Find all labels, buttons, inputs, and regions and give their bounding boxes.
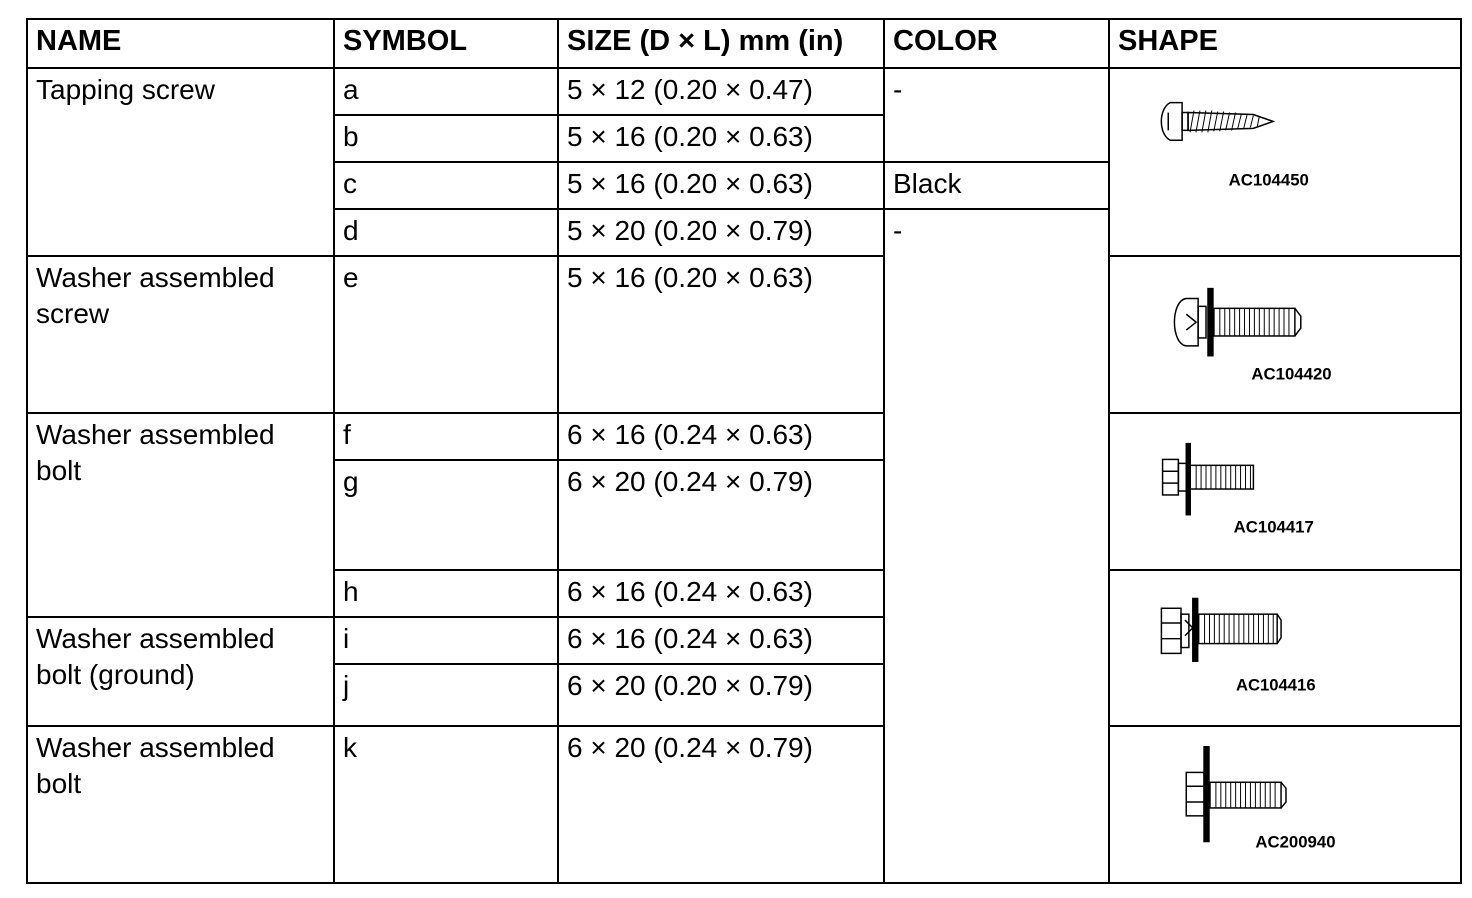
symbol-cell: i [334,617,558,664]
size-cell: 5 × 16 (0.20 × 0.63) [558,256,884,413]
size-cell: 6 × 20 (0.24 × 0.79) [558,726,884,883]
header-row [27,19,1461,68]
table-row [27,413,1461,460]
size-cell: 6 × 20 (0.20 × 0.79) [558,664,884,726]
symbol-cell: g [334,460,558,570]
symbol-cell: c [334,162,558,209]
part-code-label: AC200940 [1255,832,1336,852]
table-row [27,256,1461,413]
fastener-table-container [26,18,1460,884]
name-cell: Washer assembled bolt [27,413,334,617]
color-cell: - [884,209,1109,883]
name-cell: Tapping screw [27,68,334,256]
shape-cell [1109,68,1461,256]
part-code-label: AC104450 [1228,170,1309,190]
header-shape: SHAPE [1109,19,1461,68]
header-color: COLOR [884,19,1109,68]
name-cell: Washer assembled screw [27,256,334,413]
symbol-cell: a [334,68,558,115]
size-cell: 5 × 16 (0.20 × 0.63) [558,162,884,209]
header-name: NAME [27,19,334,68]
size-cell: 5 × 20 (0.20 × 0.79) [558,209,884,256]
size-cell: 6 × 16 (0.24 × 0.63) [558,617,884,664]
shape-cell [1109,413,1461,570]
part-code-label: AC104420 [1251,364,1332,384]
symbol-cell: j [334,664,558,726]
fastener-table [26,18,1462,884]
color-cell: Black [884,162,1109,209]
part-code-label: AC104417 [1233,517,1314,537]
washer-bolt-icon [1110,414,1460,569]
color-cell: - [884,68,1109,162]
symbol-cell: k [334,726,558,883]
size-cell: 6 × 16 (0.24 × 0.63) [558,570,884,617]
shape-cell [1109,256,1461,413]
symbol-cell: d [334,209,558,256]
shape-cell [1109,726,1461,883]
size-cell: 6 × 16 (0.24 × 0.63) [558,413,884,460]
symbol-cell: f [334,413,558,460]
symbol-cell: e [334,256,558,413]
table-row [27,68,1461,115]
name-cell: Washer assembled bolt [27,726,334,883]
washer-bolt-ground-icon [1110,571,1460,725]
size-cell: 5 × 16 (0.20 × 0.63) [558,115,884,162]
size-cell: 5 × 12 (0.20 × 0.47) [558,68,884,115]
symbol-cell: h [334,570,558,617]
symbol-cell: b [334,115,558,162]
washer-bolt-large-icon [1110,727,1460,882]
washer-screw-icon [1110,257,1460,412]
size-cell: 6 × 20 (0.24 × 0.79) [558,460,884,570]
header-symbol: SYMBOL [334,19,558,68]
table-row [27,726,1461,883]
name-cell: Washer assembled bolt (ground) [27,617,334,726]
tapping-screw-icon [1110,69,1460,255]
shape-cell [1109,570,1461,726]
header-size: SIZE (D × L) mm (in) [558,19,884,68]
part-code-label: AC104416 [1235,675,1316,695]
